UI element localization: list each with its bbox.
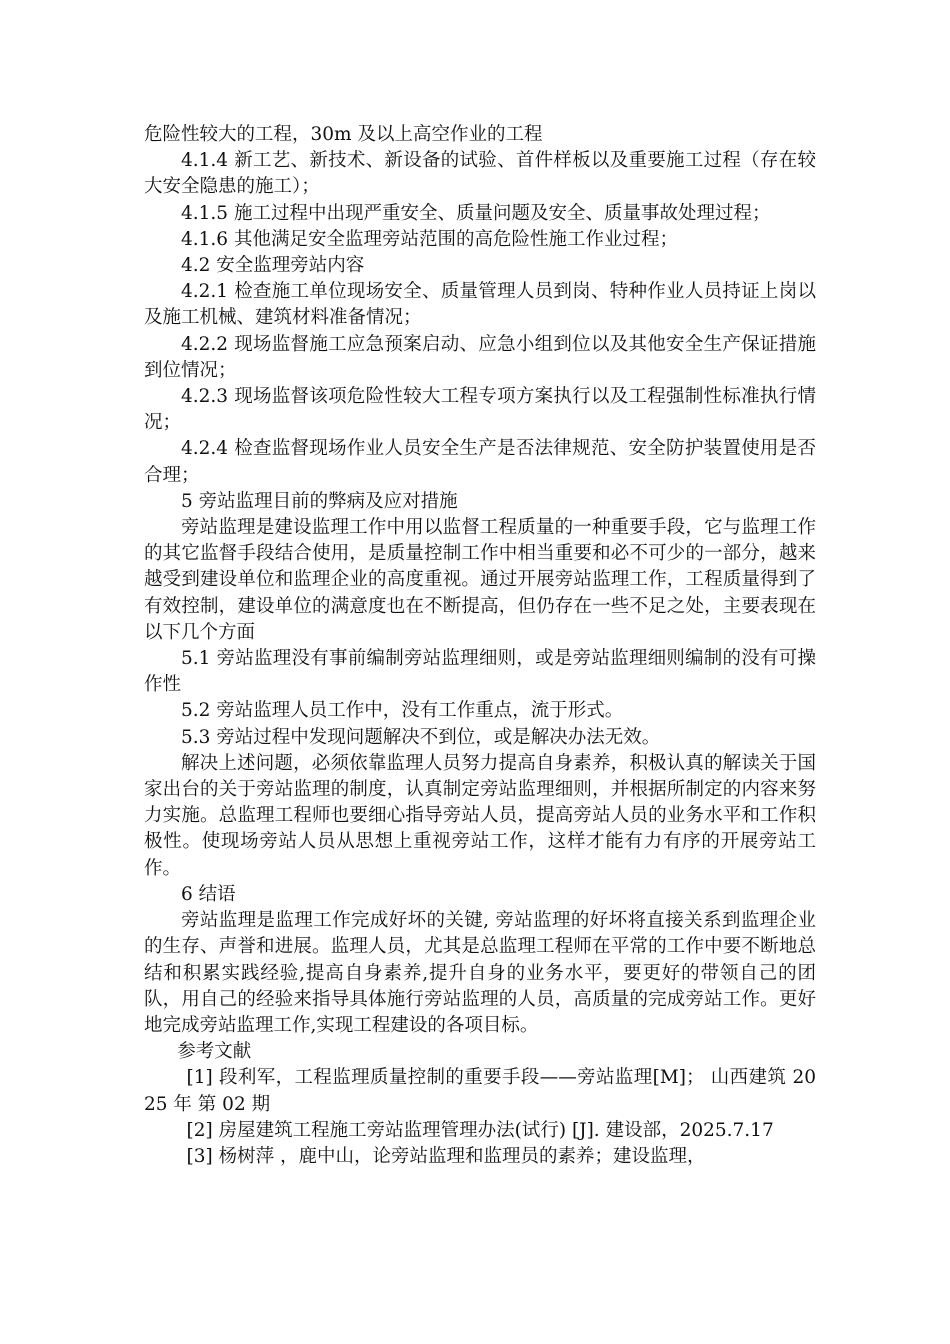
paragraph-4-1-4: 4.1.4 新工艺、新技术、新设备的试验、首件样板以及重要施工过程（存在较大安全隐患的施工）； [144, 150, 816, 198]
paragraph-5-1: 5.1 旁站监理没有事前编制旁站监理细则，或是旁站监理细则编制的没有可操作性 [144, 648, 816, 696]
paragraph-solution: 解决上述问题，必须依靠监理人员努力提高自身素养，积极认真的解读关于国家出台的关于旁站监理的制度，认真制定旁站监理细则，并根据所制定的内容来努力实施。总监理工程师也要细心指导旁站人员，提高旁站人员的业务水平和工作积极性。使现场旁站人员从思想上重视旁站工作，这样才能有力有序的开展旁站工作。 [144, 752, 816, 879]
document-body [144, 122, 816, 1170]
reference-item-3: [3] 杨树萍 ，鹿中山，论旁站监理和监理员的素养；建设监理， [186, 1145, 706, 1167]
paragraph-section-5-intro: 旁站监理是建设监理工作中用以监督工程质量的一种重要手段，它与监理工作的其它监督手段结合使用，是质量控制工作中相当重要和必不可少的一部分，越来越受到建设单位和监理企业的高度重视。通过开展旁站监理工作，工程质量得到了有效控制，建设单位的满意度也在不断提高，但仍存在一些不足之处，主要表现在以下几个方面 [144, 517, 816, 643]
section-heading-4-2: 4.2 安全监理旁站内容 [181, 255, 365, 277]
references-heading: 参考文献 [177, 1041, 252, 1063]
paragraph-5-3: 5.3 旁站过程中发现问题解决不到位，或是解决办法无效。 [181, 726, 661, 748]
paragraph-4-1-6: 4.1.6 其他满足安全监理旁站范围的高危险性施工作业过程； [181, 228, 678, 250]
section-heading-5: 5 旁站监理目前的弊病及应对措施 [181, 490, 458, 512]
paragraph-4-2-2: 4.2.2 现场监督施工应急预案启动、应急小组到位以及其他安全生产保证措施到位情况； [144, 333, 816, 381]
paragraph-continuation: 危险性较大的工程，30m 及以上高空作业的工程 [144, 124, 543, 145]
paragraph-4-1-5: 4.1.5 施工过程中出现严重安全、质量问题及安全、质量事故处理过程； [181, 202, 771, 224]
paragraph-4-2-3: 4.2.3 现场监督该项危险性较大工程专项方案执行以及工程强制性标准执行情况； [144, 386, 816, 434]
paragraph-4-2-1: 4.2.1 检查施工单位现场安全、质量管理人员到岗、特种作业人员持证上岗以及施工机械、建筑材料准备情况； [144, 281, 816, 329]
section-heading-6: 6 结语 [181, 883, 236, 905]
paragraph-4-2-4: 4.2.4 检查监督现场作业人员安全生产是否法律规范、安全防护装置使用是否合理； [144, 438, 816, 486]
paragraph-conclusion: 旁站监理是监理工作完成好坏的关键, 旁站监理的好坏将直接关系到监理企业的生存、声誉和进展。监理人员，尤其是总监理工程师在平常的工作中要不断地总结和积累实践经验,提高自身素养,提升自身的业务水平，要更好的带领自己的团队，用自己的经验来指导具体施行旁站监理的人员，高质量的完成旁站工作。更好地完成旁站监理工作,实现工程建设的各项目标。 [144, 910, 816, 1036]
paragraph-5-2: 5.2 旁站监理人员工作中，没有工作重点，流于形式。 [181, 700, 624, 722]
reference-item-2: [2] 房屋建筑工程施工旁站监理管理办法(试行) [J]. 建设部，2025.7.17 [186, 1119, 774, 1141]
reference-item-1: [1] 段利军，工程监理质量控制的重要手段——旁站监理[M]； 山西建筑 2025 年 第 02 期 [144, 1067, 816, 1115]
